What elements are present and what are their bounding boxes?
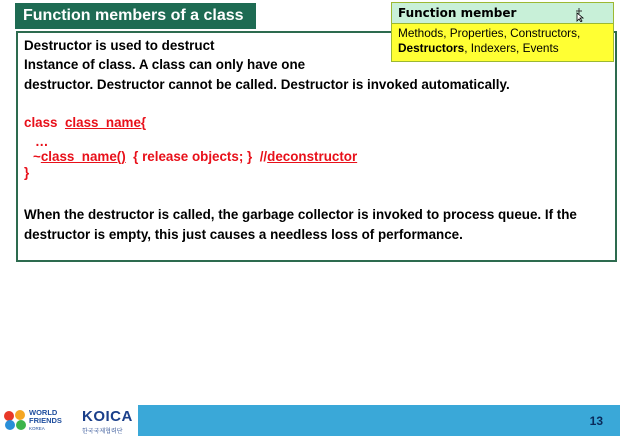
wf-line-2: FRIENDS	[29, 416, 62, 425]
koica-subtitle: 한국국제협력단	[82, 429, 123, 435]
move-cursor-icon	[573, 8, 585, 22]
code-line-close: }	[24, 165, 30, 180]
text-line-3: destructor. Destructor cannot be called. Destructor is invoked automatically.	[24, 77, 510, 92]
code-line-destructor	[33, 148, 357, 166]
text-line-2: Instance of class. A class can only have one	[24, 57, 306, 72]
page-number: 13	[589, 414, 603, 428]
world-friends-text	[29, 409, 62, 433]
footer-logos	[0, 405, 138, 436]
callout-body	[392, 24, 613, 56]
code-tilde: ~	[33, 149, 41, 164]
callout-body-part2: , Indexers, Events	[464, 41, 559, 55]
world-friends-logo-icon	[2, 409, 28, 431]
code-keyword-class: class	[24, 115, 58, 130]
slide-title: Function members of a class	[15, 3, 256, 29]
function-member-callout	[391, 2, 614, 62]
text-para-line-2: destructor is empty, this just causes a needless loss of performance.	[24, 227, 463, 242]
callout-heading-text: Function member	[398, 6, 517, 20]
content-box	[16, 31, 617, 262]
code-line-dots: …	[35, 134, 49, 149]
code-class-name: class_name{	[64, 115, 147, 130]
text-para-line-1: When the destructor is called, the garbage collector is invoked to process queue. If the	[24, 207, 577, 222]
code-destructor-body: { release objects; }	[133, 149, 253, 164]
text-line-1: Destructor is used to destruct	[24, 38, 215, 53]
code-line-class	[24, 114, 146, 132]
wf-line-1: WORLD	[29, 408, 58, 417]
footer-bar	[0, 405, 620, 436]
koica-logo-text: KOICA	[82, 408, 133, 425]
wf-line-3: KOREA	[29, 426, 45, 431]
callout-body-part1: Methods, Properties, Constructors,	[398, 26, 581, 40]
callout-body-destructors: Destructors	[398, 41, 465, 55]
code-destructor-name: class_name()	[40, 149, 126, 164]
code-comment: deconstructor	[267, 149, 358, 164]
code-comment-slashes: //	[259, 149, 268, 164]
callout-heading	[392, 3, 613, 24]
